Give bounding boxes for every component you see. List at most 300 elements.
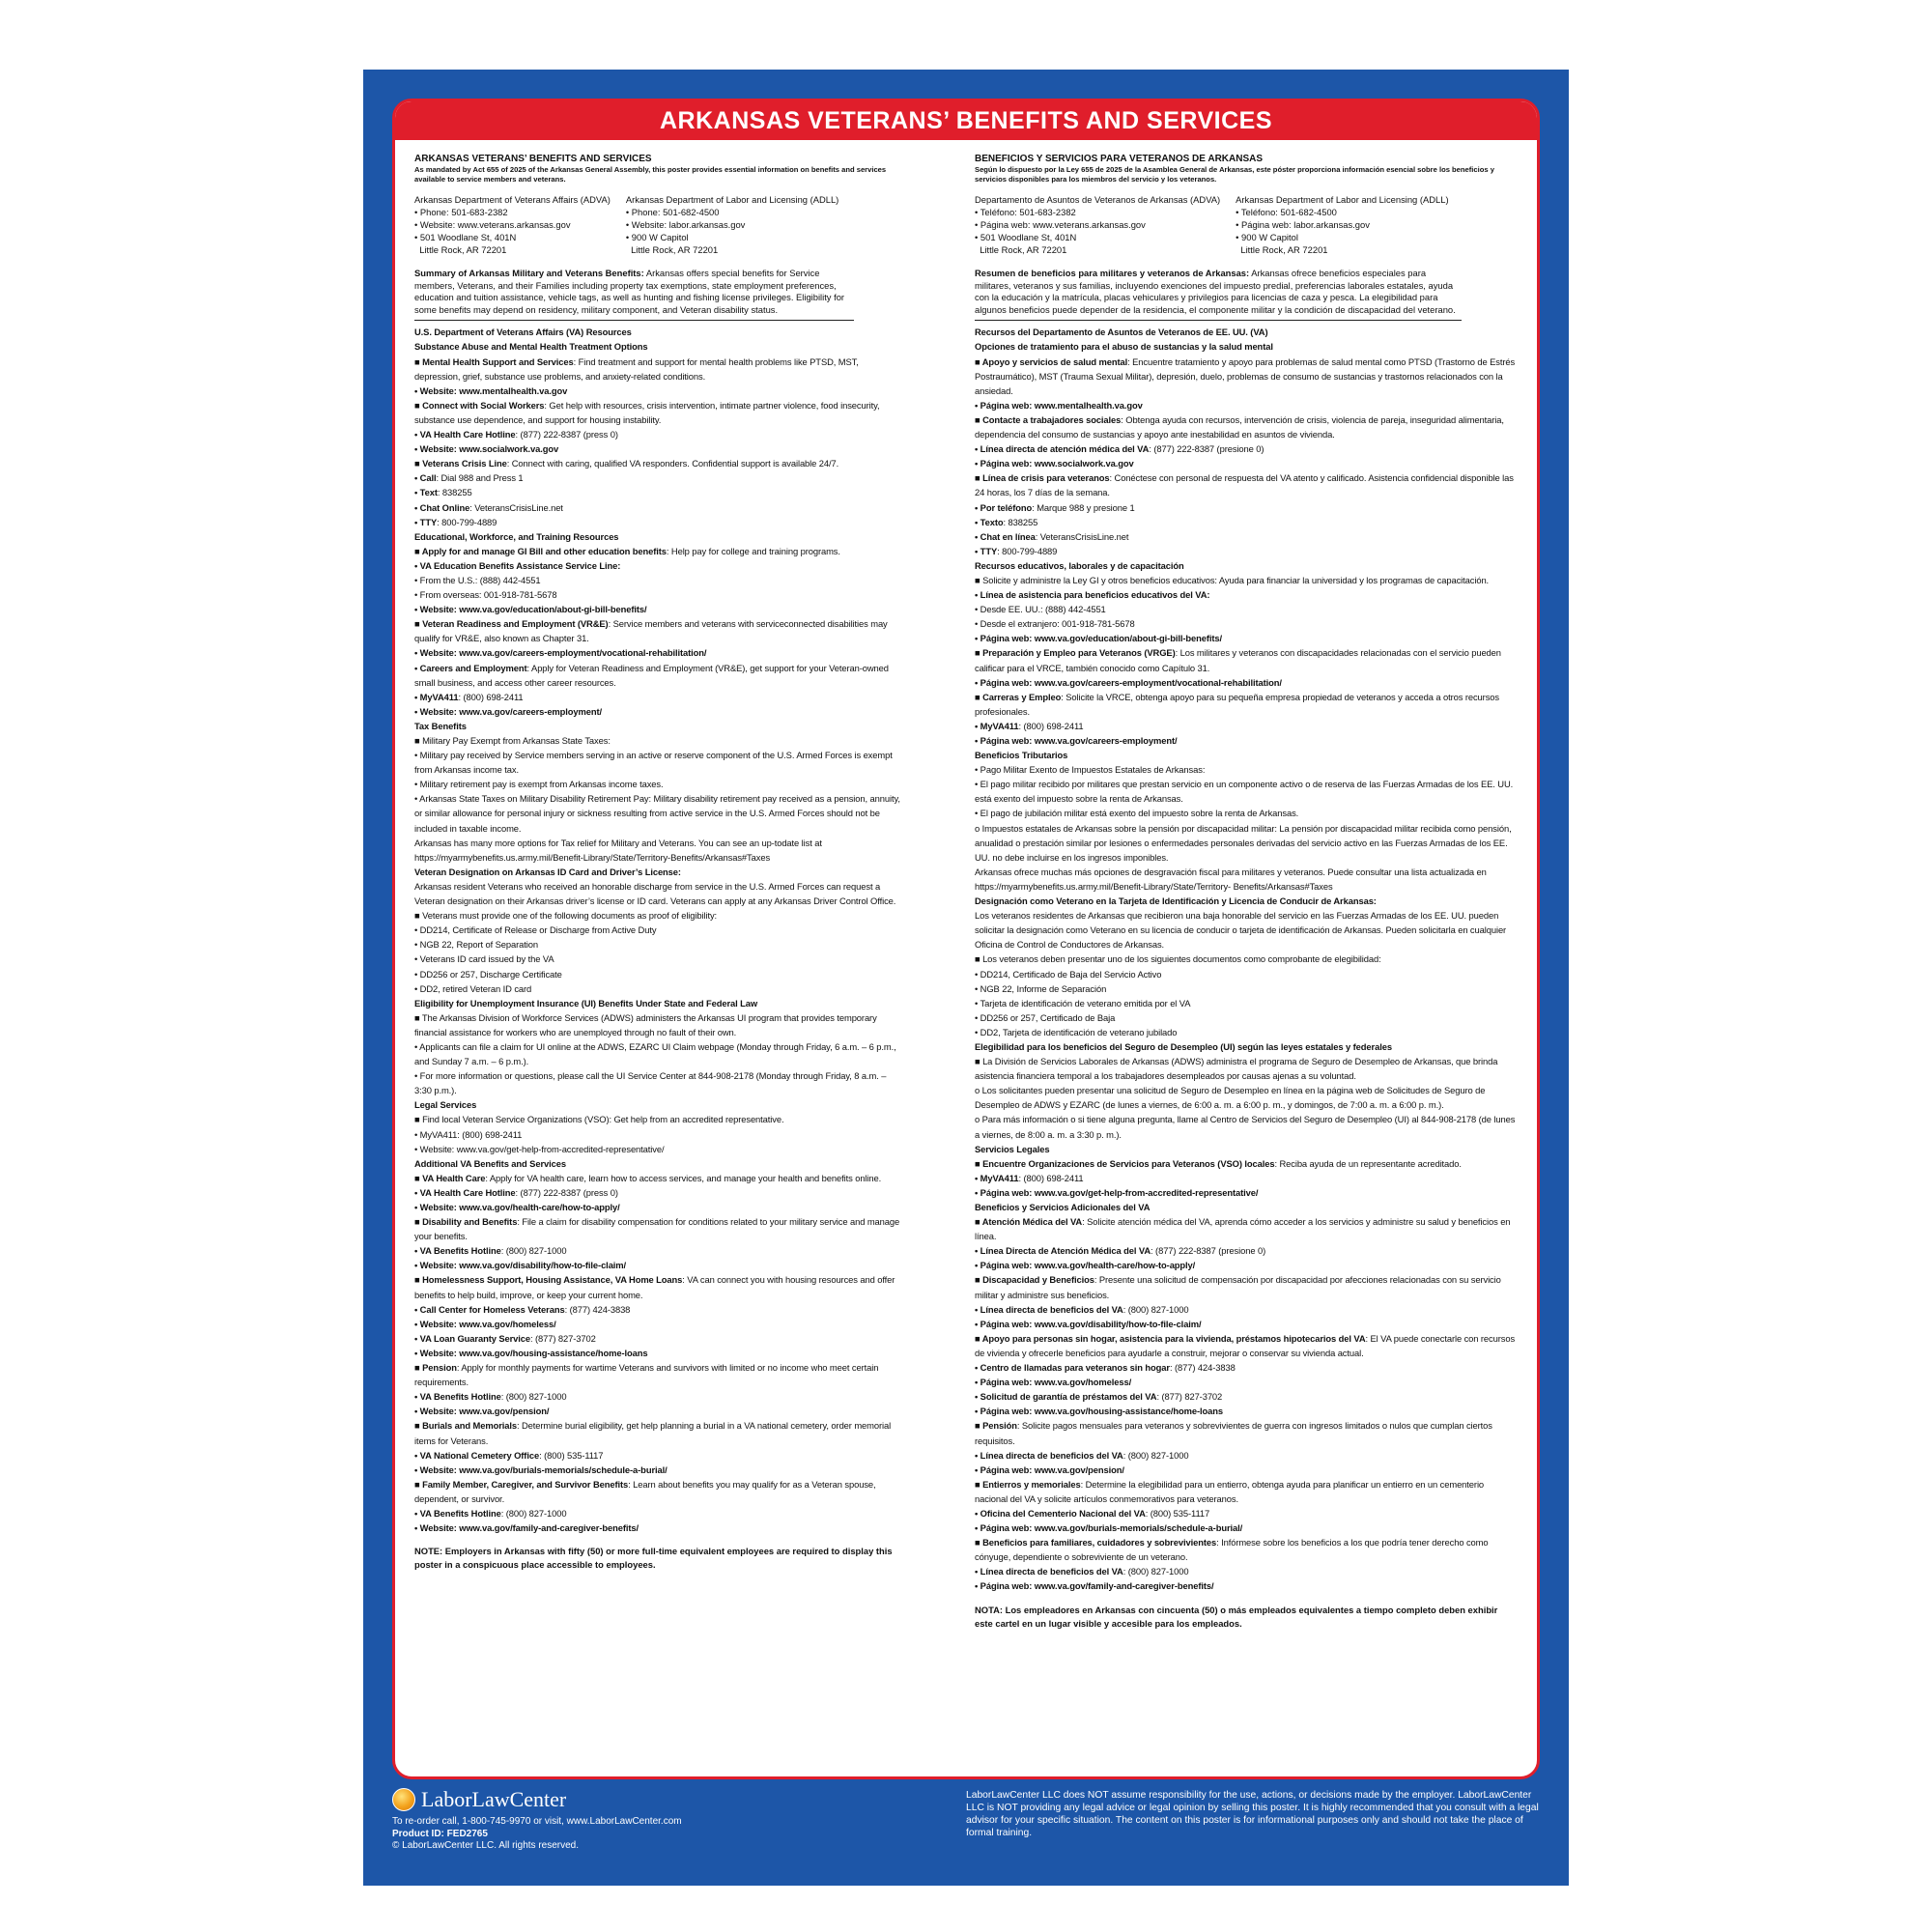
item-text: : Reciba ayuda de un representante acreditado. <box>1274 1157 1462 1169</box>
list-item <box>414 1039 902 1068</box>
spanish-contacts <box>975 193 1516 256</box>
list-item <box>414 1463 902 1477</box>
contact-line: • Teléfono: 501-683-2382 <box>975 207 1076 217</box>
item-text: ■ Veterans must provide one of the following documents as proof of eligibility: <box>414 910 718 922</box>
item-text: : (800) 698-2411 <box>1018 1172 1084 1183</box>
item-label: • Careers and Employment <box>414 662 527 673</box>
contact-line: • Phone: 501-682-4500 <box>625 207 720 217</box>
item-text: : (877) 424-3838 <box>564 1303 631 1315</box>
item-label: • Website: www.va.gov/careers-employment/vocational-rehabilitation/ <box>414 647 707 659</box>
item-label: • Línea Directa de Atención Médica del VA <box>975 1245 1151 1257</box>
item-label: • Website: www.mentalhealth.va.gov <box>414 384 568 396</box>
list-item <box>975 1463 1516 1477</box>
item-text: : Marque 988 y presione 1 <box>1032 501 1135 513</box>
item-label: Substance Abuse and Mental Health Treatment Options <box>414 341 648 353</box>
contact-adll <box>626 193 838 256</box>
item-text: : Solicite pagos mensuales para veteranos y sobrevivientes de guerra con ingresos limitados o nulos que cumplan ciertos requisitos. <box>975 1420 1492 1446</box>
list-item <box>414 398 902 427</box>
item-text: : Dial 988 and Press 1 <box>436 472 524 484</box>
item-label: ■ Contacte a trabajadores sociales <box>975 413 1122 425</box>
item-label: ■ Veterans Crisis Line <box>414 458 507 469</box>
item-label: Educational, Workforce, and Training Resources <box>414 530 619 542</box>
list-item <box>414 1418 902 1447</box>
item-label: ■ Carreras y Empleo <box>975 691 1062 702</box>
list-item <box>975 1171 1516 1185</box>
list-item <box>414 1010 902 1039</box>
list-item <box>975 1185 1516 1200</box>
list-item <box>414 791 902 835</box>
list-item <box>414 937 902 952</box>
list-item <box>975 1010 1516 1025</box>
english-note: NOTE: Employers in Arkansas with fifty (50) or more full-time equivalent employees are required to display this poster in a conspicuous place accessible to employees. <box>414 1546 893 1571</box>
list-item <box>414 339 902 354</box>
list-item <box>975 1375 1516 1389</box>
disclaimer: LaborLawCenter LLC does NOT assume responsibility for the use, actions, or decisions made by the employer. LaborLawCenter LLC is NOT providing any legal advice or legal opinion by selling this poster. It is highly recommended that you consult with a legal advisor for your specific situation. The content on this poster is for informational purposes only and should not take the place of formal training. <box>966 1790 1539 1838</box>
list-item <box>975 806 1516 820</box>
list-item <box>414 544 902 558</box>
list-item <box>975 355 1516 398</box>
item-label: • Website: www.va.gov/careers-employment/ <box>414 705 603 717</box>
contact-line: Little Rock, AR 72201 <box>1236 244 1328 255</box>
list-item <box>975 441 1516 456</box>
item-text: • Military pay received by Service members serving in an active or reserve component of the U.S. Armed Forces is exempt from Arkansas income tax. <box>414 750 893 776</box>
spanish-subtitle: Según lo dispuesto por la Ley 655 de 2025 de la Asamblea General de Arkansas, este póster proporciona información esencial sobre los beneficios y servicios disponibles para los miembros del servicio y los veteranos. <box>975 165 1494 184</box>
item-label: ■ Connect with Social Workers <box>414 399 545 411</box>
list-item <box>975 1142 1516 1156</box>
item-label: ■ Pensión <box>975 1420 1017 1432</box>
list-item <box>414 515 902 529</box>
list-item <box>414 1171 902 1185</box>
item-label: • Call <box>414 472 437 484</box>
item-label: • Por teléfono <box>975 501 1033 513</box>
list-item <box>975 500 1516 515</box>
list-item <box>975 821 1516 865</box>
list-item <box>414 748 902 777</box>
list-item <box>414 879 902 908</box>
item-label: Elegibilidad para los beneficios del Seguro de Desempleo (UI) según las leyes estatales y federales <box>975 1040 1392 1052</box>
list-item <box>414 996 902 1010</box>
list-item <box>975 1302 1516 1317</box>
item-label: • VA Loan Guaranty Service <box>414 1332 530 1344</box>
item-text: • El pago militar recibido por militares que prestan servicio en un componente activo o de reserva de las Fuerzas Armadas de los EE. UU. está exento del impuesto sobre la renta de Arkansas. <box>975 779 1514 805</box>
item-label: • Solicitud de garantía de préstamos del VA <box>975 1391 1157 1403</box>
list-item <box>975 470 1516 499</box>
item-label: • Línea directa de atención médica del VA <box>975 443 1150 455</box>
item-label: ■ Apoyo y servicios de salud mental <box>975 355 1128 367</box>
item-label: • Página web: www.va.gov/education/about-gi-bill-benefits/ <box>975 633 1223 644</box>
item-label: ■ Homelessness Support, Housing Assistance, VA Home Loans <box>414 1274 683 1286</box>
list-item <box>414 967 902 981</box>
english-items <box>414 325 902 1535</box>
item-label: • VA Benefits Hotline <box>414 1391 501 1403</box>
list-item <box>414 470 902 485</box>
english-contacts <box>414 193 902 256</box>
list-item <box>414 1200 902 1214</box>
item-label: ■ Atención Médica del VA <box>975 1216 1083 1228</box>
item-label: ■ Mental Health Support and Services <box>414 355 574 367</box>
list-item <box>975 1506 1516 1520</box>
list-item <box>414 1068 902 1097</box>
contact-line: Departamento de Asuntos de Veteranos de Arkansas (ADVA) <box>975 194 1221 205</box>
logo-text: LaborLawCenter <box>421 1787 567 1811</box>
contact-line: Little Rock, AR 72201 <box>975 244 1067 255</box>
contact-adll-es <box>1236 193 1448 256</box>
list-item <box>414 661 902 690</box>
item-text: • From the U.S.: (888) 442-4551 <box>414 574 541 585</box>
list-item <box>414 1331 902 1346</box>
item-text: • DD2, retired Veteran ID card <box>414 982 532 994</box>
list-item <box>414 690 902 704</box>
item-label: • Línea directa de beneficios del VA <box>975 1303 1123 1315</box>
item-text: ■ The Arkansas Division of Workforce Services (ADWS) administers the Arkansas UI program that provides temporary financial assistance for workers who are unemployed through no fault of their own. <box>414 1011 877 1037</box>
item-text: : (800) 535-1117 <box>1145 1507 1210 1519</box>
list-item <box>975 996 1516 1010</box>
item-label: • MyVA411 <box>975 720 1019 731</box>
english-summary <box>414 268 854 321</box>
list-item <box>414 1404 902 1418</box>
list-item <box>414 1258 902 1272</box>
item-text: Arkansas has many more options for Tax relief for Military and Veterans. You can see an up-todate list at https://myarmybenefits.us.army.mil/Benefit-Library/State/Territory-Benefits/Arkansas#Taxes <box>414 837 822 863</box>
list-item <box>975 587 1516 602</box>
item-label: Eligibility for Unemployment Insurance (UI) Benefits Under State and Federal Law <box>414 997 758 1009</box>
list-item <box>975 1200 1516 1214</box>
item-label: • Página web: www.va.gov/burials-memorials/schedule-a-burial/ <box>975 1522 1243 1534</box>
item-text: Arkansas resident Veterans who received an honorable discharge from service in the U.S. Armed Forces can request a Veteran designation on their Arkansas driver’s license or ID card. Veterans can apply at any Arkansas Driver Control Office. <box>414 880 896 907</box>
list-item <box>414 1127 902 1142</box>
list-item <box>975 1404 1516 1418</box>
item-label: • Centro de llamadas para veteranos sin hogar <box>975 1362 1170 1374</box>
item-text: • DD214, Certificate of Release or Discharge from Active Duty <box>414 924 657 936</box>
list-item <box>414 355 902 384</box>
list-item <box>975 675 1516 690</box>
contact-line: Little Rock, AR 72201 <box>414 244 507 255</box>
list-item <box>975 339 1516 354</box>
list-item <box>975 1317 1516 1331</box>
list-item <box>975 515 1516 529</box>
item-label: • Página web: www.va.gov/careers-employment/vocational-rehabilitation/ <box>975 676 1282 688</box>
item-label: Additional VA Benefits and Services <box>414 1157 566 1169</box>
list-item <box>414 325 902 339</box>
item-text: : (877) 222-8387 (presione 0) <box>1149 443 1264 455</box>
contact-line: • 900 W Capitol <box>1236 232 1298 242</box>
item-label: • Línea directa de beneficios del VA <box>975 1566 1123 1577</box>
item-text: Arkansas ofrece muchas más opciones de desgravación fiscal para militares y veteranos. Puede consultar una lista actualizada en https://myarmybenefits.us.army.mil/Benefit-Library/State/Territory- Benefits/Arkansas#Taxes <box>975 866 1487 892</box>
item-label: ■ Encuentre Organizaciones de Servicios para Veteranos (VSO) locales <box>975 1157 1275 1169</box>
list-item <box>414 602 902 616</box>
item-label: • Línea de asistencia para beneficios educativos del VA: <box>975 589 1210 601</box>
list-item <box>975 1025 1516 1039</box>
list-item <box>975 1448 1516 1463</box>
item-text: • Tarjeta de identificación de veterano emitida por el VA <box>975 997 1191 1009</box>
contact-line: Little Rock, AR 72201 <box>625 244 719 255</box>
copyright: © LaborLawCenter LLC. All rights reserved. <box>392 1840 580 1851</box>
item-label: • Oficina del Cementerio Nacional del VA <box>975 1507 1146 1519</box>
list-item <box>975 616 1516 631</box>
item-label: • Página web: www.va.gov/health-care/how-to-apply/ <box>975 1260 1196 1271</box>
list-item <box>975 529 1516 544</box>
list-item <box>975 1156 1516 1171</box>
item-label: • VA Education Benefits Assistance Service Line: <box>414 559 621 571</box>
item-label: • Página web: www.mentalhealth.va.gov <box>975 399 1143 411</box>
list-item <box>414 529 902 544</box>
item-text: • NGB 22, Informe de Separación <box>975 982 1107 994</box>
item-text: : Encuentre tratamiento y apoyo para problemas de salud mental como PTSD (Trastorno de Estrés Postraumático), MST (Trauma Sexual Militar), depresión, duelo, problemas de consumo de sustancias y trastornos relacionados con la ansiedad. <box>975 355 1516 396</box>
item-label: • Website: www.va.gov/education/about-gi-bill-benefits/ <box>414 604 647 615</box>
item-label: • Página web: www.va.gov/housing-assistance/home-loans <box>975 1406 1223 1417</box>
list-item <box>975 748 1516 762</box>
item-text: • DD2, Tarjeta de identificación de veterano jubilado <box>975 1026 1178 1037</box>
list-item <box>975 1564 1516 1578</box>
list-item <box>975 1389 1516 1404</box>
contact-adva-es <box>975 193 1220 256</box>
item-text: : Obtenga ayuda con recursos, intervención de crisis, violencia de pareja, inseguridad alimentaria, dependencia del consumo de sustancias y apoyo ante inestabilidad en asuntos de vivienda. <box>975 413 1504 440</box>
item-label: Opciones de tratamiento para el abuso de sustancias y la salud mental <box>975 341 1273 353</box>
list-item <box>975 412 1516 441</box>
list-item <box>414 704 902 719</box>
list-item <box>975 1418 1516 1447</box>
spanish-title: BENEFICIOS Y SERVICIOS PARA VETERANOS DE ARKANSAS <box>975 154 1264 164</box>
item-label: • VA Benefits Hotline <box>414 1245 501 1257</box>
item-label: Servicios Legales <box>975 1143 1050 1154</box>
item-label: • Text <box>414 487 438 498</box>
item-text: : (877) 222-8387 (press 0) <box>515 429 618 440</box>
contact-line: • Página web: labor.arkansas.gov <box>1236 219 1370 230</box>
list-item <box>414 1214 902 1243</box>
item-text: : (800) 827-1000 <box>500 1507 567 1519</box>
item-label: • Página web: www.va.gov/careers-employment/ <box>975 735 1178 746</box>
item-text: : Learn about benefits you may qualify for as a Veteran spouse, dependent, or survivor. <box>414 1478 876 1504</box>
item-text: : (877) 827-3702 <box>530 1332 596 1344</box>
list-item <box>414 1272 902 1301</box>
item-text: • Pago Militar Exento de Impuestos Estatales de Arkansas: <box>975 764 1206 776</box>
list-item <box>975 1112 1516 1141</box>
item-label: • Website: www.va.gov/housing-assistance/home-loans <box>414 1347 648 1358</box>
list-item <box>975 908 1516 952</box>
item-label: ■ Disability and Benefits <box>414 1216 518 1228</box>
item-text: Los veteranos residentes de Arkansas que recibieron una baja honorable del servicio en las Fuerzas Armadas de los EE. UU. pueden solicitar la designación como Veterano en su licencia de conducir o tarjeta de identificación de Arkansas. Pueden solicitarla en cualquier Oficina de Control de Conductores de Arkansas. <box>975 910 1507 951</box>
item-text: ■ Solicite y administre la Ley GI y otros beneficios educativos: Ayuda para financiar la universidad y los programas de capacitación. <box>975 574 1490 585</box>
item-label: • Chat Online <box>414 501 470 513</box>
item-label: • Website: www.va.gov/homeless/ <box>414 1318 556 1329</box>
list-item <box>414 573 902 587</box>
list-item <box>975 952 1516 966</box>
item-text: o Impuestos estatales de Arkansas sobre la pensión por discapacidad militar: La pensión por discapacidad militar recibida como pensión, anualidad o prestación similar por lesiones o enfermedades personales derivadas del servicio activo en las Fuerzas Armadas de los EE. UU. no debe incluirse en los ingresos imponibles. <box>975 822 1512 863</box>
list-item <box>414 384 902 398</box>
list-item <box>975 1039 1516 1054</box>
list-item <box>975 1360 1516 1375</box>
list-item <box>414 587 902 602</box>
item-text: : (800) 827-1000 <box>500 1245 567 1257</box>
item-label: ■ Entierros y memoriales <box>975 1478 1081 1490</box>
english-subtitle: As mandated by Act 655 of 2025 of the Arkansas General Assembly, this poster provides essential information on benefits and services available to service members and veterans. <box>414 165 887 184</box>
list-item <box>975 719 1516 733</box>
list-item <box>975 456 1516 470</box>
item-text: • El pago de jubilación militar está exento del impuesto sobre la renta de Arkansas. <box>975 808 1299 819</box>
item-text: : 838255 <box>1003 516 1038 527</box>
item-label: Recursos del Departamento de Asuntos de Veteranos de EE. UU. (VA) <box>975 327 1268 338</box>
list-item <box>975 1258 1516 1272</box>
summary-text: Arkansas offers special benefits for Service members, Veterans, and their Families including property tax exemptions, state employment preferences, education and tuition assistance, vehicle tags, as well as hunting and fishing license privileges. Eligibility for some benefits may depend on residency, military component, and Veteran disability status. <box>414 268 845 315</box>
list-item <box>414 1520 902 1535</box>
item-label: • Website: www.va.gov/health-care/how-to-apply/ <box>414 1202 620 1212</box>
list-item <box>414 1156 902 1171</box>
list-item <box>975 1243 1516 1258</box>
item-label: Veteran Designation on Arkansas ID Card and Driver’s License: <box>414 866 681 877</box>
item-text: : Find treatment and support for mental health problems like PTSD, MST, depression, grief, substance use problems, and anxiety-related conditions. <box>414 355 859 382</box>
list-item <box>414 923 902 937</box>
contact-adva <box>414 193 611 256</box>
item-text: • Desde EE. UU.: (888) 442-4551 <box>975 604 1106 615</box>
contact-line: • 900 W Capitol <box>625 232 689 242</box>
list-item <box>975 762 1516 777</box>
list-item <box>414 908 902 923</box>
item-text: • NGB 22, Report of Separation <box>414 939 538 951</box>
item-label: Beneficios y Servicios Adicionales del VA <box>975 1202 1151 1212</box>
item-text: • DD256 or 257, Discharge Certificate <box>414 968 562 980</box>
item-label: • TTY <box>414 516 438 527</box>
item-text: : Connect with caring, qualified VA responders. Confidential support is available 24/7. <box>506 458 839 469</box>
item-text: : Apply for Veteran Readiness and Employment (VR&E), get support for your Veteran-owned small business, and access other career resources. <box>414 662 889 688</box>
item-text: : 800-799-4889 <box>997 545 1058 556</box>
list-item <box>414 456 902 470</box>
item-text: : (800) 827-1000 <box>1122 1303 1189 1315</box>
item-label: • Página web: www.va.gov/pension/ <box>975 1463 1124 1475</box>
product-id: Product ID: FED2765 <box>392 1828 488 1839</box>
contact-line: Arkansas Department of Labor and Licensing (ADLL) <box>1236 194 1449 205</box>
item-text: : (877) 222-8387 (presione 0) <box>1151 1245 1266 1257</box>
item-label: ■ Discapacidad y Beneficios <box>975 1274 1094 1286</box>
item-text: : (800) 827-1000 <box>1122 1566 1189 1577</box>
item-text: : Determine la elegibilidad para un entierro, obtenga ayuda para planificar un entierro en un cementerio nacional del VA y solicite artículos conmemorativos para veteranos. <box>975 1478 1485 1504</box>
contact-line: • Página web: www.veterans.arkansas.gov <box>975 219 1146 230</box>
item-label: • MyVA411 <box>414 691 459 702</box>
list-item <box>975 1083 1516 1112</box>
item-label: • Website: www.va.gov/pension/ <box>414 1406 550 1417</box>
list-item <box>975 398 1516 412</box>
list-item <box>975 544 1516 558</box>
item-label: Beneficios Tributarios <box>975 750 1068 761</box>
item-label: ■ Burials and Memorials <box>414 1420 517 1432</box>
item-text: : (800) 698-2411 <box>458 691 524 702</box>
summary-text-es: Arkansas ofrece beneficios especiales para militares, veteranos y sus familias, incluyendo exenciones del impuesto predial, preferencias laborales estatales, ayuda con la educación y la matrícula, placas vehiculares y privilegios para licencias de caza y pesca. La elegibilidad para algunos beneficios puede depender de la residencia, el componente militar y la condición de discapacidad del veterano. <box>975 268 1456 315</box>
list-item <box>414 719 902 733</box>
item-label: • MyVA411 <box>975 1172 1019 1183</box>
item-text: ■ La División de Servicios Laborales de Arkansas (ADWS) administra el programa de Seguro de Desempleo de Arkansas, que brinda asistencia financiera temporal a los trabajadores desempleados por causas ajenas a su voluntad. <box>975 1056 1498 1082</box>
item-text: : (800) 827-1000 <box>1122 1449 1189 1461</box>
item-label: • Página web: www.va.gov/disability/how-to-file-claim/ <box>975 1318 1202 1329</box>
list-item <box>414 645 902 660</box>
spanish-column <box>975 154 1516 1631</box>
item-text: • DD214, Certificado de Baja del Servicio Activo <box>975 968 1162 980</box>
english-title: ARKANSAS VETERANS’ BENEFITS AND SERVICES <box>414 154 652 164</box>
item-text: : El VA puede conectarle con recursos de vivienda y ofrecerle beneficios para ayudarle a construir, mejorar o conservar su vivienda actual. <box>975 1332 1516 1358</box>
item-text: : (800) 698-2411 <box>1018 720 1084 731</box>
contact-line: • Website: www.veterans.arkansas.gov <box>414 219 571 230</box>
item-text: : Infórmese sobre los beneficios a los que podría tener derecho como cónyuge, dependiente o sobreviviente de un veterano. <box>975 1537 1489 1563</box>
list-item <box>975 865 1516 894</box>
item-text: • For more information or questions, please call the UI Service Center at 844-908-2178 (Monday through Friday, 8 a.m. – 3:30 p.m.). <box>414 1070 887 1096</box>
item-text: o Para más información o si tiene alguna pregunta, llame al Centro de Servicios del Seguro de Desempleo (UI) al 844-908-2178 (de lunes a viernes, de 8:00 a. m. a 3:30 p. m.). <box>975 1114 1516 1140</box>
item-text: ■ Military Pay Exempt from Arkansas State Taxes: <box>414 735 611 746</box>
contact-line: Arkansas Department of Labor and Licensing (ADLL) <box>625 194 839 205</box>
list-item <box>975 981 1516 996</box>
item-label: • Texto <box>975 516 1004 527</box>
item-label: ■ VA Health Care <box>414 1172 486 1183</box>
poster-panel <box>392 99 1540 1779</box>
item-label: • VA National Cemetery Office <box>414 1449 540 1461</box>
contact-line: • 501 Woodlane St, 401N <box>975 232 1077 242</box>
item-label: ■ Veteran Readiness and Employment (VR&E) <box>414 618 609 630</box>
item-label: ■ Preparación y Empleo para Veteranos (VRGE) <box>975 647 1176 659</box>
list-item <box>975 631 1516 645</box>
item-text: : Solicite la VRCE, obtenga apoyo para su pequeña empresa propiedad de veteranos y acceda a otros recursos profesionales. <box>975 691 1499 717</box>
item-label: • Website: www.va.gov/family-and-caregiver-benefits/ <box>414 1522 639 1534</box>
item-text: • Website: www.va.gov/get-help-from-accredited-representative/ <box>414 1143 665 1154</box>
item-text: • Desde el extranjero: 001-918-781-5678 <box>975 618 1135 630</box>
item-text: : Apply for monthly payments for wartime Veterans and survivors with limited or no income who meet certain requirements. <box>414 1362 879 1388</box>
item-text: • Applicants can file a claim for UI online at the ADWS, EZARC UI Claim webpage (Monday through Friday, 6 a.m. – 6 p.m., and Sunday 7 a.m. – 6 p.m.). <box>414 1040 896 1067</box>
item-label: • VA Health Care Hotline <box>414 1186 516 1198</box>
item-text: : Conéctese con personal de respuesta del VA atento y calificado. Asistencia confidencial disponible las 24 horas, los 7 días de la semana. <box>975 472 1514 498</box>
contact-line: • Phone: 501-683-2382 <box>414 207 508 217</box>
item-label: • Página web: www.va.gov/family-and-caregiver-benefits/ <box>975 1580 1214 1592</box>
list-item <box>975 558 1516 573</box>
spanish-summary <box>975 268 1462 321</box>
item-text: ■ Los veteranos deben presentar uno de los siguientes documentos como comprobante de elegibilidad: <box>975 953 1381 965</box>
list-item <box>975 1272 1516 1301</box>
list-item <box>414 558 902 573</box>
spanish-items <box>975 325 1516 1593</box>
english-column <box>414 154 902 1572</box>
item-label: • Página web: www.va.gov/get-help-from-accredited-representative/ <box>975 1186 1259 1198</box>
item-label: ■ Family Member, Caregiver, and Survivor Benefits <box>414 1478 629 1490</box>
list-item <box>414 952 902 966</box>
item-text: : File a claim for disability compensation for conditions related to your military service and manage your benefits. <box>414 1216 900 1242</box>
list-item <box>414 1243 902 1258</box>
item-text: : VA can connect you with housing resources and offer benefits to help build, improve, or keep your current home. <box>414 1274 895 1300</box>
list-item <box>414 1317 902 1331</box>
item-label: • VA Benefits Hotline <box>414 1507 501 1519</box>
list-item <box>414 1112 902 1126</box>
item-label: • Chat en línea <box>975 530 1036 542</box>
item-label: • Website: www.va.gov/disability/how-to-file-claim/ <box>414 1260 627 1271</box>
list-item <box>414 733 902 748</box>
list-item <box>414 865 902 879</box>
reorder-line: To re-order call, 1-800-745-9970 or visit, www.LaborLawCenter.com <box>392 1816 682 1827</box>
item-text: • MyVA411: (800) 698-2411 <box>414 1128 523 1140</box>
list-item <box>414 1360 902 1389</box>
item-label: • Página web: www.socialwork.va.gov <box>975 458 1134 469</box>
item-text: : VeteransCrisisLine.net <box>469 501 563 513</box>
list-item <box>975 1054 1516 1083</box>
contact-line: Arkansas Department of Veterans Affairs (ADVA) <box>414 194 611 205</box>
item-label: Designación como Veterano en la Tarjeta de Identificación y Licencia de Conducir de Arkansas: <box>975 895 1377 907</box>
item-label: • Website: www.socialwork.va.gov <box>414 443 559 455</box>
item-text: : Los militares y veteranos con discapacidades relacionadas con el servicio pueden calificar para el VRCE, también conocido como Capítulo 31. <box>975 647 1501 673</box>
list-item <box>414 485 902 499</box>
item-label: U.S. Department of Veterans Affairs (VA) Resources <box>414 327 632 338</box>
list-item <box>414 836 902 865</box>
item-label: ■ Línea de crisis para veteranos <box>975 472 1110 484</box>
item-text: : Service members and veterans with serviceconnected disabilities may qualify for VR&E, also known as Chapter 31. <box>414 618 888 644</box>
list-item <box>975 1578 1516 1593</box>
list-item <box>975 733 1516 748</box>
item-label: Tax Benefits <box>414 720 467 731</box>
item-label: • TTY <box>975 545 998 556</box>
item-label: • Página web: www.va.gov/homeless/ <box>975 1377 1132 1388</box>
list-item <box>414 1185 902 1200</box>
item-text: : Solicite atención médica del VA, aprenda cómo acceder a los servicios y administre su salud y beneficios en línea. <box>975 1216 1511 1242</box>
